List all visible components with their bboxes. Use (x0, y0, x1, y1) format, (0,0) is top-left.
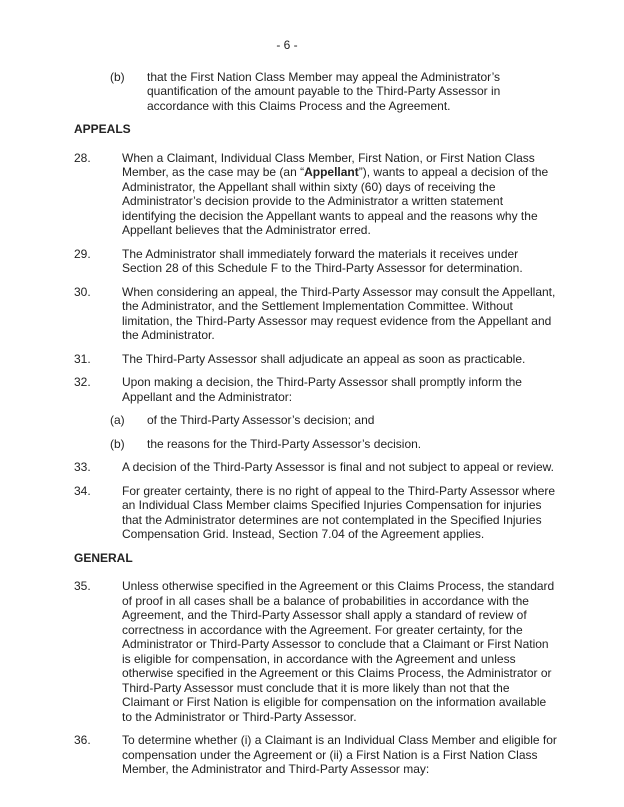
paragraph-text (122, 247, 558, 276)
numbered-paragraph (74, 247, 558, 276)
section-heading: GENERAL (74, 550, 133, 565)
section-heading: APPEALS (74, 122, 131, 136)
defined-term: Appellant (304, 165, 359, 179)
paragraph-text (147, 413, 558, 428)
paragraph-text (122, 579, 558, 724)
text-run: When considering an appeal, the Third-Party Assessor may consult the Appellant, the Administrator, and the Settlement Implementation Committee. Without limitation, the Third-Party Assessor may request evidence from the Appellant and the Administrator. (122, 284, 556, 342)
text-run: The Third-Party Assessor shall adjudicate an appeal as soon as practicable. (122, 351, 526, 366)
document-content (0, 70, 624, 777)
paragraph-text (122, 375, 558, 404)
text-run: To determine whether (i) a Claimant is an Individual Class Member and eligible for compensation under the Agreement or (ii) a First Nation is a First Nation Class Member, the Administrator and Third-Party Assessor may: (122, 733, 557, 776)
numbered-paragraph (74, 484, 558, 542)
paragraph-number: 28. (74, 150, 91, 165)
paragraph-text (147, 437, 558, 452)
numbered-paragraph (74, 352, 558, 367)
paragraph-number: 33. (74, 460, 91, 474)
paragraph-text (122, 352, 558, 367)
text-run: For greater certainty, there is no right of appeal to the Third-Party Assessor where an Individual Class Member claims Specified Injuries Compensation for injuries that the Administrator determines are not contemplated in the Specified Injuries Compensation Grid. Instead, Section 7.04 of the Agreement applies. (122, 483, 556, 541)
numbered-paragraph (74, 285, 558, 343)
sub-item-label: (b) (110, 69, 125, 84)
sub-item (110, 437, 558, 452)
paragraph-text (122, 151, 558, 238)
sub-item-label: (a) (110, 413, 125, 427)
text-run: The Administrator shall immediately forward the materials it receives under Section 28 of this Schedule F to the Third-Party Assessor for determination. (122, 246, 523, 275)
numbered-paragraph (74, 579, 558, 724)
text-run: the reasons for the Third-Party Assessor’s decision. (147, 436, 422, 451)
paragraph-number: 32. (74, 375, 91, 389)
text-run: that the First Nation Class Member may appeal the Administrator’s quantification of the amount payable to the Third-Party Assessor in accordance with this Claims Process and the Agreement. (147, 69, 501, 113)
sub-item-label: (b) (110, 436, 125, 451)
sub-item (110, 413, 558, 428)
paragraph-number: 34. (74, 483, 91, 498)
text-run: When a Claimant, Individual Class Member, First Nation, or First Nation Class Member, as the case may be (an “ (122, 150, 535, 179)
paragraph-number: 30. (74, 284, 91, 299)
paragraph-text (122, 460, 558, 475)
numbered-paragraph (74, 733, 558, 777)
paragraph-number: 35. (74, 579, 91, 593)
paragraph-number: 29. (74, 246, 91, 261)
numbered-paragraph (74, 151, 558, 238)
text-run: Unless otherwise specified in the Agreement or this Claims Process, the standard of proof in all cases shall be a balance of probabilities in accordance with the Agreement, and the Third-Party Assessor shall apply a standard of review of correctness in accordance with the Agreement. For greater certainty, for the Administrator or Third-Party Assessor to conclude that a Claimant or First Nation is eligible for compensation, in accordance with the Agreement and unless otherwise specified in the Agreement or this Claims Process, the Administrator or Third-Party Assessor must conclude that it is more likely than not that the Claimant or First Nation is eligible for compensation on the information available to the Administrator or Third-Party Assessor. (122, 579, 555, 724)
paragraph-number: 31. (74, 351, 91, 366)
text-run: ”), wants to appeal a decision of the Administrator, the Appellant shall within sixty (60) days of receiving the Administrator’s decision provide to the Administrator a written statement identifying the decision the Appellant wants to appeal and the reasons why the Appellant believes that the Administrator erred. (122, 165, 549, 237)
page-number: - 6 - (276, 38, 298, 52)
sub-item (110, 70, 558, 114)
paragraph-text (147, 70, 558, 114)
paragraph-text (122, 484, 558, 542)
paragraph-text (122, 285, 558, 343)
numbered-paragraph (74, 375, 558, 404)
text-run: of the Third-Party Assessor’s decision; and (147, 413, 375, 427)
paragraph-text (122, 733, 558, 777)
paragraph-number: 36. (74, 733, 91, 747)
text-run: Upon making a decision, the Third-Party Assessor shall promptly inform the Appellant and the Administrator: (122, 375, 522, 404)
text-run: A decision of the Third-Party Assessor is final and not subject to appeal or review. (122, 460, 555, 474)
numbered-paragraph (74, 460, 558, 475)
